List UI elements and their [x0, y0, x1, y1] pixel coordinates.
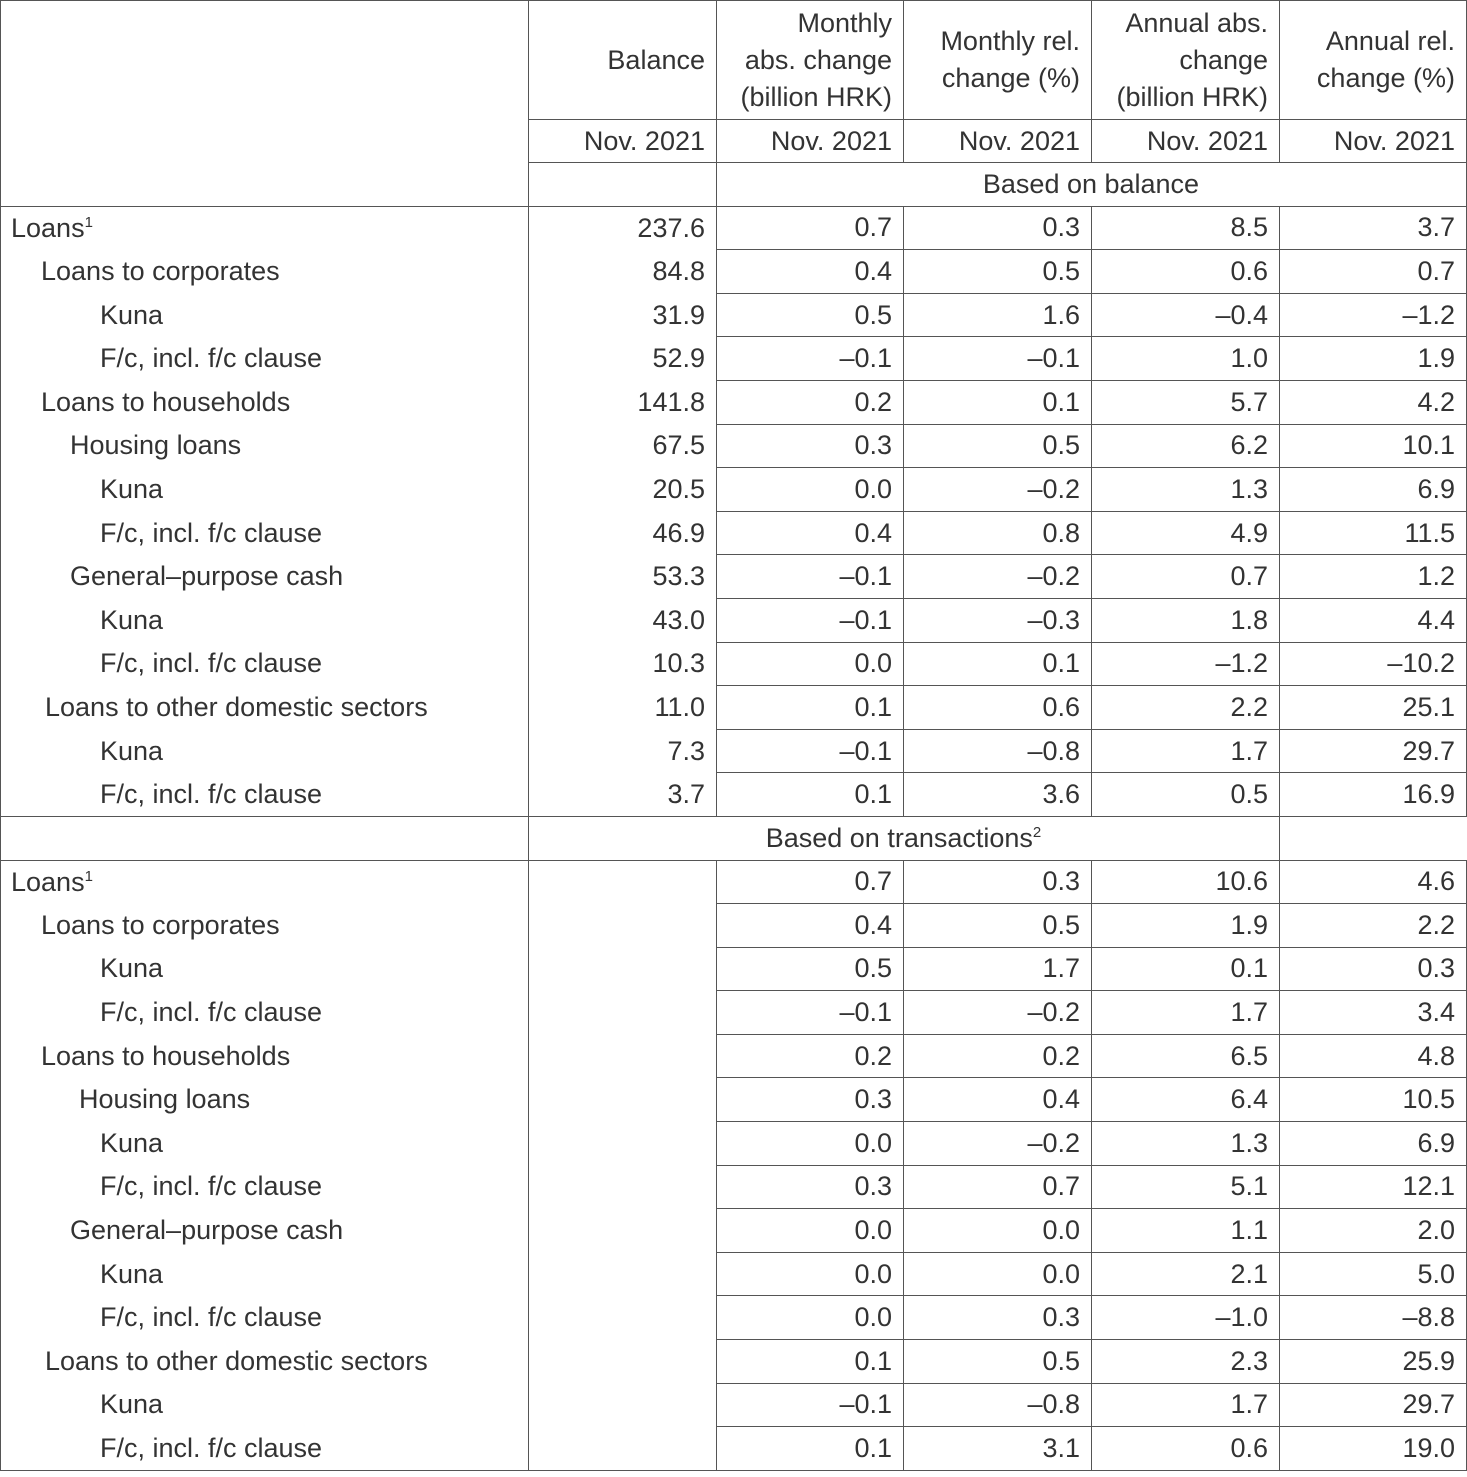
value-cell: 1.3	[1092, 1122, 1280, 1166]
value-cell: 0.8	[904, 511, 1092, 555]
value-cell: 4.4	[1280, 598, 1467, 642]
row-label	[1, 337, 529, 381]
table-row	[1, 991, 1467, 1035]
row-label-text: Loans to corporates	[41, 909, 280, 940]
value-cell: 0.7	[1280, 250, 1467, 294]
period-cell: Nov. 2021	[1280, 120, 1467, 163]
value-cell: 11.0	[529, 686, 717, 730]
row-label	[1, 206, 529, 250]
col-header-line: (billion HRK)	[1116, 81, 1268, 112]
header-row	[1, 1, 1467, 120]
col-header-monthly-rel	[904, 1, 1092, 120]
value-cell: 0.1	[1092, 947, 1280, 991]
value-cell: 43.0	[529, 598, 717, 642]
value-cell	[529, 1078, 717, 1122]
row-label-text: Loans	[11, 866, 85, 897]
table-row	[1, 773, 1467, 817]
value-cell: 0.6	[1092, 1427, 1280, 1471]
row-label	[1, 773, 529, 817]
row-label-text: Kuna	[100, 735, 164, 766]
value-cell: 3.7	[1280, 206, 1467, 250]
value-cell: 11.5	[1280, 511, 1467, 555]
value-cell: 0.3	[904, 1296, 1092, 1340]
row-label-text: Loans to corporates	[41, 255, 280, 286]
row-label-text: Housing loans	[70, 430, 242, 461]
empty-cell	[529, 163, 717, 207]
footnote-marker: 2	[1032, 823, 1042, 841]
value-cell: 1.9	[1092, 904, 1280, 948]
value-cell: –0.1	[717, 729, 904, 773]
row-label	[1, 642, 529, 686]
value-cell: 3.4	[1280, 991, 1467, 1035]
row-label-text: F/c, incl. f/c clause	[100, 778, 323, 809]
value-cell: 0.1	[717, 1427, 904, 1471]
value-cell: 6.4	[1092, 1078, 1280, 1122]
row-label	[1, 380, 529, 424]
table-row	[1, 206, 1467, 250]
value-cell	[529, 1340, 717, 1384]
value-cell: 237.6	[529, 206, 717, 250]
value-cell	[529, 1427, 717, 1471]
value-cell: 0.1	[904, 380, 1092, 424]
value-cell: 2.1	[1092, 1252, 1280, 1296]
value-cell	[529, 1122, 717, 1166]
table-row	[1, 686, 1467, 730]
value-cell: 3.6	[904, 773, 1092, 817]
value-cell	[529, 1383, 717, 1427]
value-cell: 52.9	[529, 337, 717, 381]
value-cell: –0.1	[717, 991, 904, 1035]
value-cell	[529, 947, 717, 991]
value-cell: 0.1	[904, 642, 1092, 686]
value-cell: 1.8	[1092, 598, 1280, 642]
table-row	[1, 1122, 1467, 1166]
table-row	[1, 1165, 1467, 1209]
value-cell: 1.1	[1092, 1209, 1280, 1253]
row-label	[1, 991, 529, 1035]
value-cell: 1.0	[1092, 337, 1280, 381]
row-label-text: F/c, incl. f/c clause	[100, 1432, 323, 1463]
value-cell: 2.0	[1280, 1209, 1467, 1253]
table-row	[1, 1252, 1467, 1296]
value-cell: 6.9	[1280, 468, 1467, 512]
value-cell: 0.3	[717, 1078, 904, 1122]
value-cell: 1.7	[1092, 729, 1280, 773]
value-cell: 5.1	[1092, 1165, 1280, 1209]
table-row	[1, 904, 1467, 948]
value-cell: 3.7	[529, 773, 717, 817]
value-cell: 12.1	[1280, 1165, 1467, 1209]
value-cell: 31.9	[529, 293, 717, 337]
value-cell: 8.5	[1092, 206, 1280, 250]
table-row	[1, 1078, 1467, 1122]
col-header-line: Balance	[607, 44, 705, 75]
row-label	[1, 1383, 529, 1427]
value-cell: 0.7	[717, 860, 904, 904]
value-cell: 5.0	[1280, 1252, 1467, 1296]
value-cell: 0.2	[904, 1034, 1092, 1078]
value-cell: 2.2	[1280, 904, 1467, 948]
col-header-line: Annual abs.	[1125, 7, 1268, 38]
value-cell: 1.7	[1092, 991, 1280, 1035]
col-header-line: change (%)	[941, 63, 1080, 93]
value-cell: 2.2	[1092, 686, 1280, 730]
table-row	[1, 729, 1467, 773]
row-label	[1, 468, 529, 512]
table-row	[1, 860, 1467, 904]
value-cell: 0.0	[717, 1252, 904, 1296]
value-cell: 0.5	[904, 1340, 1092, 1384]
value-cell	[529, 1209, 717, 1253]
value-cell: 84.8	[529, 250, 717, 294]
table-row	[1, 293, 1467, 337]
value-cell: 0.5	[717, 293, 904, 337]
corner-cell	[1, 1, 529, 207]
value-cell	[529, 1252, 717, 1296]
empty-cell	[1, 816, 529, 860]
value-cell: 0.0	[717, 1122, 904, 1166]
value-cell: 1.6	[904, 293, 1092, 337]
col-header-annual-rel	[1280, 1, 1467, 120]
row-label-text: F/c, incl. f/c clause	[100, 1171, 323, 1202]
row-label	[1, 860, 529, 904]
value-cell: 4.8	[1280, 1034, 1467, 1078]
value-cell: –1.2	[1280, 293, 1467, 337]
value-cell: 1.2	[1280, 555, 1467, 599]
value-cell: 0.0	[904, 1209, 1092, 1253]
value-cell: –0.1	[717, 1383, 904, 1427]
row-label-text: F/c, incl. f/c clause	[100, 1302, 323, 1333]
value-cell: 20.5	[529, 468, 717, 512]
footnote-marker: 1	[84, 213, 93, 231]
row-label-text: General–purpose cash	[70, 561, 344, 592]
col-header-line: (billion HRK)	[740, 81, 892, 112]
value-cell: 0.3	[717, 1165, 904, 1209]
value-cell: 0.5	[904, 250, 1092, 294]
row-label-text: Kuna	[100, 953, 164, 984]
row-label-text: Loans to other domestic sectors	[45, 1345, 428, 1376]
row-label	[1, 1209, 529, 1253]
row-label-text: Loans to other domestic sectors	[45, 691, 428, 722]
value-cell: 0.1	[717, 773, 904, 817]
value-cell	[529, 1165, 717, 1209]
value-cell: 0.3	[717, 424, 904, 468]
period-cell: Nov. 2021	[1092, 120, 1280, 163]
table-row	[1, 1296, 1467, 1340]
value-cell: 7.3	[529, 729, 717, 773]
col-header-line: abs. change	[744, 44, 892, 75]
value-cell: 0.5	[904, 424, 1092, 468]
col-header-monthly-abs	[717, 1, 904, 120]
row-label	[1, 424, 529, 468]
value-cell: 0.0	[717, 642, 904, 686]
period-cell: Nov. 2021	[904, 120, 1092, 163]
section-title	[529, 816, 1280, 860]
value-cell: 53.3	[529, 555, 717, 599]
section-title-text: Based on transactions	[765, 822, 1033, 853]
value-cell: 1.7	[1092, 1383, 1280, 1427]
row-label-text: Housing loans	[79, 1084, 251, 1115]
value-cell: 0.3	[904, 206, 1092, 250]
value-cell: 0.5	[1092, 773, 1280, 817]
table-row	[1, 424, 1467, 468]
value-cell: 4.6	[1280, 860, 1467, 904]
table-row	[1, 598, 1467, 642]
value-cell: 0.7	[1092, 555, 1280, 599]
value-cell: 10.3	[529, 642, 717, 686]
value-cell: 29.7	[1280, 1383, 1467, 1427]
row-label	[1, 947, 529, 991]
value-cell: 6.9	[1280, 1122, 1467, 1166]
table-row	[1, 947, 1467, 991]
value-cell: 4.9	[1092, 511, 1280, 555]
period-cell: Nov. 2021	[529, 120, 717, 163]
row-label-text: Kuna	[100, 473, 164, 504]
value-cell: 0.5	[717, 947, 904, 991]
value-cell: –1.2	[1092, 642, 1280, 686]
value-cell: –0.1	[717, 555, 904, 599]
value-cell: 0.7	[717, 206, 904, 250]
value-cell: 0.0	[717, 468, 904, 512]
row-label	[1, 1165, 529, 1209]
row-label	[1, 1252, 529, 1296]
value-cell: 0.1	[717, 1340, 904, 1384]
value-cell: –0.2	[904, 468, 1092, 512]
row-label	[1, 555, 529, 599]
value-cell: –0.2	[904, 991, 1092, 1035]
row-label-text: Loans to households	[41, 386, 291, 417]
value-cell: 19.0	[1280, 1427, 1467, 1471]
value-cell: 0.4	[904, 1078, 1092, 1122]
footnote-marker: 1	[84, 867, 93, 885]
row-label	[1, 598, 529, 642]
row-label-text: Kuna	[100, 1389, 164, 1420]
value-cell: 16.9	[1280, 773, 1467, 817]
value-cell: 0.2	[717, 1034, 904, 1078]
row-label	[1, 1034, 529, 1078]
value-cell: 0.1	[717, 686, 904, 730]
row-label	[1, 1427, 529, 1471]
col-header-line: Annual rel.	[1325, 26, 1455, 56]
table-row	[1, 380, 1467, 424]
value-cell: 10.1	[1280, 424, 1467, 468]
col-header-line: change (%)	[1316, 63, 1455, 93]
row-label	[1, 729, 529, 773]
value-cell: –0.8	[904, 729, 1092, 773]
value-cell: 0.5	[904, 904, 1092, 948]
row-label-text: F/c, incl. f/c clause	[100, 997, 323, 1028]
value-cell: 6.5	[1092, 1034, 1280, 1078]
row-label	[1, 686, 529, 730]
table-row	[1, 511, 1467, 555]
value-cell: 0.7	[904, 1165, 1092, 1209]
value-cell: 3.1	[904, 1427, 1092, 1471]
col-header-balance	[529, 1, 717, 120]
row-label	[1, 250, 529, 294]
row-label-text: F/c, incl. f/c clause	[100, 517, 323, 548]
period-cell: Nov. 2021	[717, 120, 904, 163]
row-label	[1, 1078, 529, 1122]
value-cell: 4.2	[1280, 380, 1467, 424]
table-row	[1, 337, 1467, 381]
row-label	[1, 511, 529, 555]
row-label	[1, 1340, 529, 1384]
value-cell: –0.1	[717, 598, 904, 642]
col-header-annual-abs	[1092, 1, 1280, 120]
row-label-text: Loans to households	[41, 1040, 291, 1071]
table-row	[1, 555, 1467, 599]
table-row	[1, 1034, 1467, 1078]
row-label-text: Kuna	[100, 1127, 164, 1158]
row-label-text: Kuna	[100, 1258, 164, 1289]
value-cell	[529, 860, 717, 904]
value-cell: 67.5	[529, 424, 717, 468]
row-label-text: General–purpose cash	[70, 1215, 344, 1246]
col-header-line: Monthly	[797, 7, 892, 38]
value-cell: 0.4	[717, 511, 904, 555]
table-row	[1, 468, 1467, 512]
section-title: Based on balance	[717, 163, 1467, 207]
value-cell: –0.8	[904, 1383, 1092, 1427]
value-cell: 1.7	[904, 947, 1092, 991]
table-row	[1, 642, 1467, 686]
value-cell: –0.4	[1092, 293, 1280, 337]
value-cell: –8.8	[1280, 1296, 1467, 1340]
table-row	[1, 250, 1467, 294]
table-row	[1, 1383, 1467, 1427]
col-header-line: change	[1179, 44, 1268, 75]
row-label-text: Kuna	[100, 299, 164, 330]
value-cell: 0.0	[717, 1209, 904, 1253]
table-row	[1, 1340, 1467, 1384]
value-cell: 46.9	[529, 511, 717, 555]
value-cell: 5.7	[1092, 380, 1280, 424]
value-cell: 10.5	[1280, 1078, 1467, 1122]
value-cell: 10.6	[1092, 860, 1280, 904]
value-cell: 0.0	[717, 1296, 904, 1340]
value-cell: 1.3	[1092, 468, 1280, 512]
value-cell: 0.4	[717, 250, 904, 294]
table-body	[1, 1, 1467, 1471]
value-cell	[529, 904, 717, 948]
value-cell: 1.9	[1280, 337, 1467, 381]
value-cell	[529, 1296, 717, 1340]
row-label-text: F/c, incl. f/c clause	[100, 343, 323, 374]
value-cell: 0.0	[904, 1252, 1092, 1296]
value-cell: 2.3	[1092, 1340, 1280, 1384]
value-cell: 0.4	[717, 904, 904, 948]
value-cell: 6.2	[1092, 424, 1280, 468]
value-cell	[529, 991, 717, 1035]
value-cell: 29.7	[1280, 729, 1467, 773]
row-label	[1, 293, 529, 337]
section-header-transactions	[1, 816, 1467, 860]
value-cell: 0.6	[1092, 250, 1280, 294]
value-cell: –10.2	[1280, 642, 1467, 686]
row-label-text: Kuna	[100, 604, 164, 635]
value-cell: –0.2	[904, 555, 1092, 599]
row-label	[1, 1122, 529, 1166]
value-cell: –0.1	[904, 337, 1092, 381]
col-header-line: Monthly rel.	[940, 26, 1080, 56]
row-label-text: F/c, incl. f/c clause	[100, 648, 323, 679]
table-row	[1, 1209, 1467, 1253]
value-cell: 0.6	[904, 686, 1092, 730]
value-cell: 25.9	[1280, 1340, 1467, 1384]
row-label	[1, 904, 529, 948]
table-row	[1, 1427, 1467, 1471]
value-cell	[529, 1034, 717, 1078]
value-cell: 25.1	[1280, 686, 1467, 730]
value-cell: –0.2	[904, 1122, 1092, 1166]
value-cell: 0.3	[1280, 947, 1467, 991]
value-cell: 0.2	[717, 380, 904, 424]
row-label	[1, 1296, 529, 1340]
value-cell: 141.8	[529, 380, 717, 424]
value-cell: –1.0	[1092, 1296, 1280, 1340]
value-cell: –0.3	[904, 598, 1092, 642]
value-cell: –0.1	[717, 337, 904, 381]
value-cell: 0.3	[904, 860, 1092, 904]
row-label-text: Loans	[11, 212, 85, 243]
